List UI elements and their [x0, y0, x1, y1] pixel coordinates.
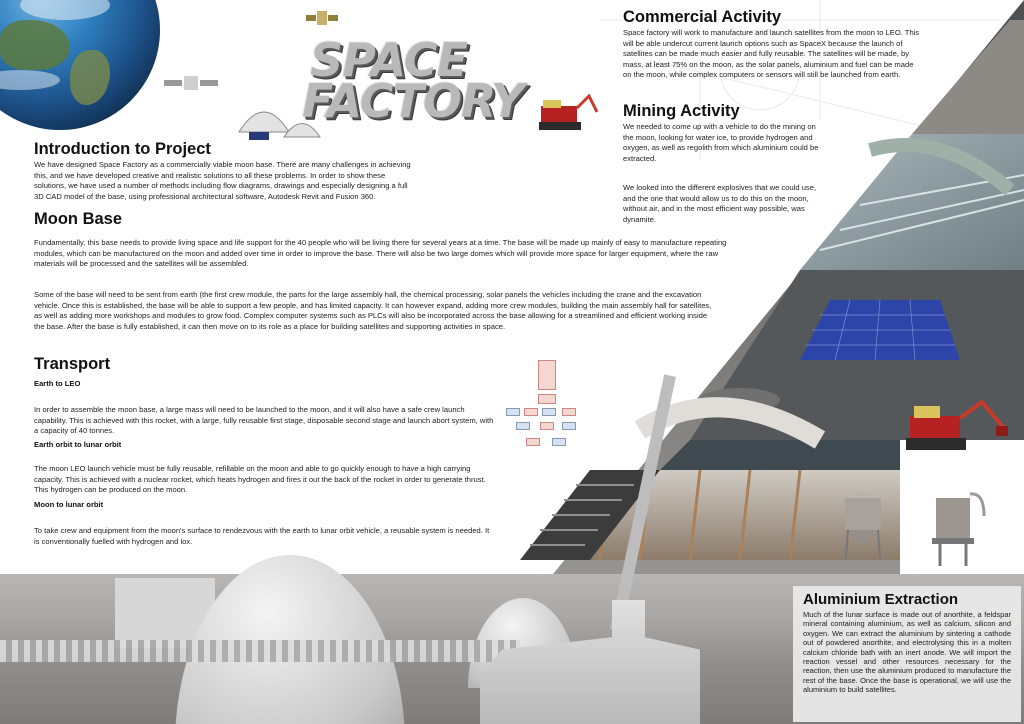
commercial-text: Space factory will work to manufacture and launch satellites from the moon to LEO. This will be able undercut current launch options such as SpaceX because the launch of satellites can be made much easier and fully reusable. The satellites will be made, by mass, at least 75% on the moon, as the solar panels, aluminium and fuel can be made on the moon, while complex computers or sensors will still be launched from earth.	[623, 28, 920, 79]
moon-base-heading: Moon Base	[34, 210, 123, 228]
aluminium-text: Much of the lunar surface is made out of anorthite, a feldspar mineral containing aluminium, as well as calcium, silicon and oxygen. We can extract the aluminium by sintering a cathode out of powdered anorthite, and electrolysing this in a molten calcium chloride bath with an inert anode. We will import the reaction vessel and other resources necessary for the reaction, then use the aluminium produced to manufacture the rest of the base. Once the base is operational, we will use the aluminium to build satellites.	[803, 610, 1011, 695]
transport-paragraph-1: In order to assemble the moon base, a large mass will need to be launched to the moon, and it will also have a safe crew launch capability. This is achieved with this rocket, with a large, fully reusable first stage, disposable second stage and launch abort system, with a capacity of 40 tonnes.	[34, 405, 494, 435]
mining-paragraph-1: We needed to come up with a vehicle to do the mining on the moon, looking for water ice, to provide hydrogen and oxygen, as well as regolith from which aluminium could be extracted.	[623, 122, 819, 163]
moon-base-paragraph-1: Fundamentally, this base needs to provide living space and life support for the 40 people who will be living there for several years at a time. The base will be made up mainly of easy to manufacture repeating modules, which can be manufactured on the moon and added over time in order to improve the base. There will also be two large domes which will provide more space for larger equipment, where the raw materials will be processed and the satellites will be assembled.	[34, 238, 727, 268]
aluminium-extraction-panel	[793, 586, 1021, 722]
transport-paragraph-3: To take crew and equipment from the moon's surface to rendezvous with the earth to lunar orbit vehicle, a reusable system is needed. It is conventionally fuelled with hydrogen and lox.	[34, 526, 490, 546]
transport-heading: Transport	[34, 355, 111, 373]
satellite-small-icon	[306, 8, 338, 30]
mining-vehicle-image	[537, 92, 601, 134]
moon-base-paragraph-2: Some of the base will need to be sent from earth (the first crew module, the parts for the large assembly hall, the chemical processing, solar panels the vehicles including the crane and the excavation vehicle. Once this is established, the base will be able to support a few people, and has limited capacity. It can however expand, adding more crew modules, building the main assembly hall for satellites, as well as adding more workshops and modules to grow food. Complex computer systems such as PLCs will also be incorporated across the base allowing for a streamlined and efficient working inside the base. After the base is fully established, it can then move on to its role as a place for building satellites and supporting activities in space.	[34, 290, 712, 331]
aluminium-heading: Aluminium Extraction	[803, 591, 959, 608]
module-fence	[0, 640, 520, 662]
mining-paragraph-2: We looked into the different explosives that we could use, and the one that would allow us to do this on the moon, without air, and in the most efficient way possible, was dynamite.	[623, 183, 817, 224]
transport-subheading-moon-lunar: Moon to lunar orbit	[34, 500, 104, 509]
transport-paragraph-2: The moon LEO launch vehicle must be fully reusable, refillable on the moon and able to go quickly enough to have a high carrying capacity. This is achieved with a nuclear rocket, which heats hydrogen and fires it out the back of the rocket in order to generate thrust. This hydrogen can be produced on the moon.	[34, 464, 486, 494]
logo-line-1: SPACE	[310, 33, 467, 87]
reaction-tank-image	[842, 488, 884, 558]
transport-subheading-earth-leo: Earth to LEO	[34, 379, 81, 388]
logo-line-2: FACTORY	[302, 74, 524, 129]
space-factory-logo	[298, 33, 534, 140]
intro-heading: Introduction to Project	[34, 140, 211, 158]
commercial-heading: Commercial Activity	[623, 8, 782, 26]
intro-text: We have designed Space Factory as a commercially viable moon base. There are many challenges in achieving this, and we have developed creative and realistic solutions to all these problems. In order to show these solutions, we have used a number of methods including flow diagrams, drawings and especially designing a full 3D CAD model of the base, using professional architectural software, Autodesk Revit and Fusion 360.	[34, 160, 411, 201]
mining-heading: Mining Activity	[623, 102, 740, 120]
satellite-icon	[162, 70, 222, 100]
flow-diagram-image	[496, 350, 592, 460]
excavator-vehicle-image	[906, 398, 1010, 456]
transport-subheading-earth-lunar: Earth orbit to lunar orbit	[34, 440, 122, 449]
electrolysis-vessel-image	[930, 486, 986, 566]
